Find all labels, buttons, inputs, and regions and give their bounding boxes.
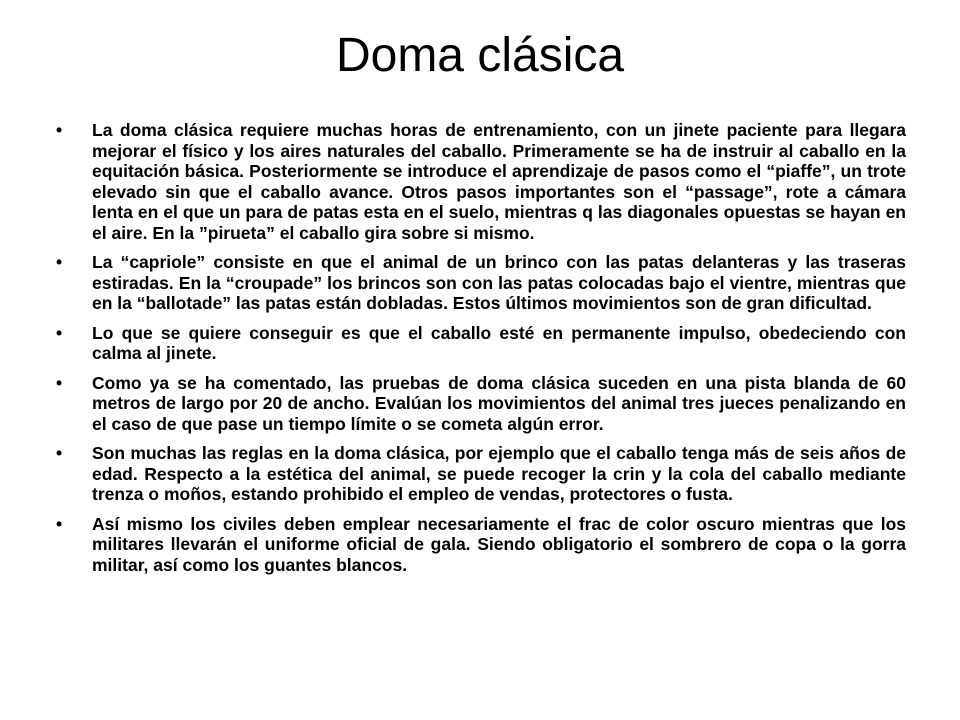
bullet-text: Son muchas las reglas en la doma clásica, por ejemplo que el caballo tenga más de seis años de edad. Respecto a la estética del animal, se puede recoger la crin y la cola del caballo mediante trenza o moños, estando prohibido el empleo de vendas, protectores o fusta. [92,443,906,504]
bullet-icon: • [56,513,63,534]
bullet-item-3 [56,323,906,364]
bullet-list [56,120,906,584]
slide-title: Doma clásica [335,29,625,82]
bullet-icon: • [56,322,63,343]
bullet-text: Así mismo los civiles deben emplear necesariamente el frac de color oscuro mientras que los militares llevarán el uniforme oficial de gala. Siendo obligatorio el sombrero de copa o la gorra militar, así como los guantes blancos. [92,513,906,575]
bullet-icon: • [56,120,63,140]
bullet-item-4 [56,373,906,435]
bullet-item-6 [56,514,906,576]
bullet-text: La “capriole” consiste en que el animal de un brinco con las patas delanteras y las traseras estiradas. En la “croupade” los brincos son con las patas colocadas bajo el vientre, mientras que en la “ballotade” las patas están dobladas. Estos últimos movimientos son de gran dificultad. [92,252,906,313]
bullet-text: Lo que se quiere conseguir es que el caballo esté en permanente impulso, obedeciendo con calma al jinete. [92,322,906,363]
bullet-icon: • [56,252,63,272]
bullet-icon: • [56,443,63,463]
bullet-icon: • [56,372,63,393]
bullet-item-2 [56,252,906,314]
bullet-item-5 [56,443,906,505]
bullet-text: La doma clásica requiere muchas horas de entrenamiento, con un jinete paciente para llegara mejorar el físico y los aires naturales del caballo. Primeramente se ha de instruir al caballo en la equitación básica. Posteriormente se introduce el aprendizaje de pasos como el “piaffe”, un trote elevado sin que el caballo avance. Otros pasos importantes son el “passage”, rote a cámara lenta en el que un para de patas esta en el suelo, mientras q las diagonales opuestas se hayan en el aire. En la ”pirueta” el caballo gira sobre si mismo. [92,120,906,243]
bullet-item-1 [56,120,906,243]
bullet-text: Como ya se ha comentado, las pruebas de doma clásica suceden en una pista blanda de 60 metros de largo por 20 de ancho. Evalúan los movimientos del animal tres jueces penalizando en el caso de que pase un tiempo límite o se cometa algún error. [92,372,906,434]
